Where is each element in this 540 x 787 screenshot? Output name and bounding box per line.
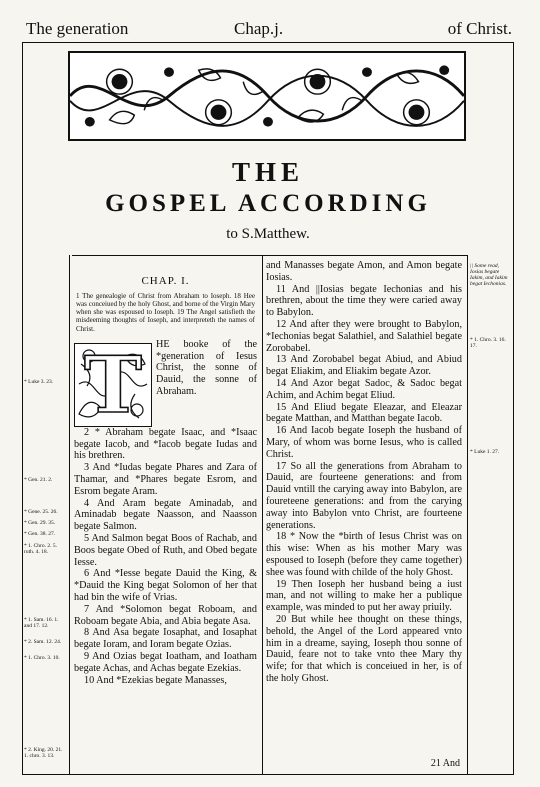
ornamental-headpiece — [68, 51, 466, 141]
running-head-center: Chap.j. — [234, 19, 284, 38]
margin-note: * 1. Chro. 3. 16. 17. — [470, 337, 506, 349]
verse: 14 And Azor begat Sadoc, & Sadoc begat Achim, and Achim begat Eliud. — [266, 377, 462, 401]
verse: 6 And *Iesse begate Dauid the King, & *Dauid the King begat Solomon of her that had bin the wife of Vrias. — [74, 568, 257, 603]
running-head-right: of Christ. — [447, 19, 512, 38]
verse: 4 And Aram begate Aminadab, and Aminadab begate Naasson, and Naasson begate Salmon. — [74, 497, 257, 533]
verse: 12 And after they were brought to Babylon, *Iechonias begat Salathiel, and Salathiel begate Zorobabel. — [266, 318, 462, 354]
right-margin-notes — [467, 255, 514, 775]
verse: 17 So all the generations from Abraham to Dauid, are fourteene generations: and from Dauid vntill the carying away into Babylon, are foureteene generations: and from the carying away into Babylon vnto Christ, are fourteene generations. — [266, 460, 462, 531]
opening-paragraph — [74, 338, 257, 431]
verse: 16 And Iacob begate Ioseph the husband of Mary, of whom was borne Iesus, who is called Christ. — [266, 425, 462, 460]
floral-ornament-icon — [70, 53, 464, 139]
verse: 20 But while hee thought on these things, behold, the Angel of the Lord appeared vnto him in a dreame, saying, Ioseph thou sonne of Dauid, feare not to take vnto thee Mary thy wife; for that which is conceiued in her, is of the holy Ghost. — [266, 613, 462, 684]
dropcap — [74, 339, 152, 431]
verse: 11 And ||Iosias begate Iechonias and his brethren, about the time they were caried away to Babylon. — [266, 283, 462, 319]
title-rule — [72, 255, 468, 256]
verse: 13 And Zorobabel begat Abiud, and Abiud begat Eliakim, and Eliakim begate Azor. — [266, 354, 462, 378]
verse: 2 * Abraham begate Isaac, and *Isaac begate Iacob, and *Iacob begate Iudas and his brethren. — [74, 426, 257, 462]
margin-note: * Luke 1. 27. — [470, 449, 500, 455]
verse: 15 And Eliud begate Eleazar, and Eleazar begate Matthan, and Matthan begate Iacob. — [266, 401, 462, 425]
verse: 3 And *Iudas begate Phares and Zara of Thamar, and *Phares begate Esrom, and Esrom begate Aram. — [74, 462, 257, 497]
column-divider — [262, 255, 263, 775]
chapter-heading: CHAP. I. — [141, 275, 190, 287]
chapter-summary: 1 The genealogie of Christ from Abraham to Ioseph. 18 Hee was conceiued by the holy Ghost, and borne of the Virgin Mary when she was espoused to Ioseph. 19 The Angel satisfieth the misdeeming thoughts of Ioseph, and interpreteth the names of Christ. — [76, 291, 255, 333]
margin-note: * 1. Chro. 2. 5. ruth. 4. 18. — [24, 543, 57, 555]
left-margin-notes — [22, 255, 70, 775]
margin-note: * Gene. 25. 26. — [24, 509, 58, 515]
margin-note: * Luke 3. 23. — [24, 379, 54, 385]
verse: 9 And Ozias begat Ioatham, and Ioatham begate Achas, and Achas begate Ezekias. — [74, 650, 257, 674]
margin-note: * 1. Chro. 3. 10. — [24, 655, 60, 661]
left-column — [74, 270, 257, 686]
running-head — [22, 16, 514, 42]
margin-note: * 2. Sam. 12. 24. — [24, 639, 62, 645]
verse-1: HE booke of the *generation of Iesus Christ, the sonne of Dauid, the sonne of Abraham. — [156, 338, 257, 397]
dropcap-letter: T — [83, 339, 143, 431]
margin-note: * Gen. 38. 27. — [24, 531, 56, 537]
title-line-3: to S.Matthew. — [226, 226, 310, 242]
verse: and Manasses begate Amon, and Amon begate Iosias. — [266, 260, 462, 283]
verse: 5 And Salmon begat Boos of Rachab, and Boos begate Obed of Ruth, and Obed begate Iesse. — [74, 532, 257, 568]
verse: 8 And Asa begate Iosaphat, and Iosaphat begate Ioram, and Ioram begate Ozias. — [74, 627, 257, 651]
catchword: 21 And — [430, 758, 460, 769]
margin-note: * Gen. 21. 2. — [24, 477, 53, 483]
margin-note: * 2. King. 20. 21. 1. chro. 3. 13. — [24, 747, 63, 759]
verse: 18 * Now the *birth of Iesus Christ was on this wise: When as his mother Mary was espoused to Ioseph (before they came together) shee was found with childe of the holy Ghost. — [266, 531, 462, 578]
verse: 7 And *Solomon begat Roboam, and Roboam begate Abia, and Abia begate Asa. — [74, 603, 257, 627]
running-head-left: The generation — [26, 19, 129, 38]
right-column — [266, 260, 462, 685]
margin-note: * Gen. 29. 35. — [24, 520, 56, 526]
margin-note: * 1. Sam. 16. 1. and 17. 12. — [24, 617, 59, 629]
title-line-2: GOSPEL ACCORDING — [105, 190, 431, 217]
title-line-1: THE — [231, 157, 305, 187]
bible-page — [18, 12, 518, 775]
margin-note: || Some read, Iosias begate Iakim, and Iakim begat Iechonias. — [470, 263, 508, 287]
verse: 19 Then Ioseph her husband being a iust man, and not willing to make her a publique example, was minded to put her away priuily. — [266, 578, 462, 614]
verse: 10 And *Ezekias begate Manasses, — [84, 674, 227, 686]
